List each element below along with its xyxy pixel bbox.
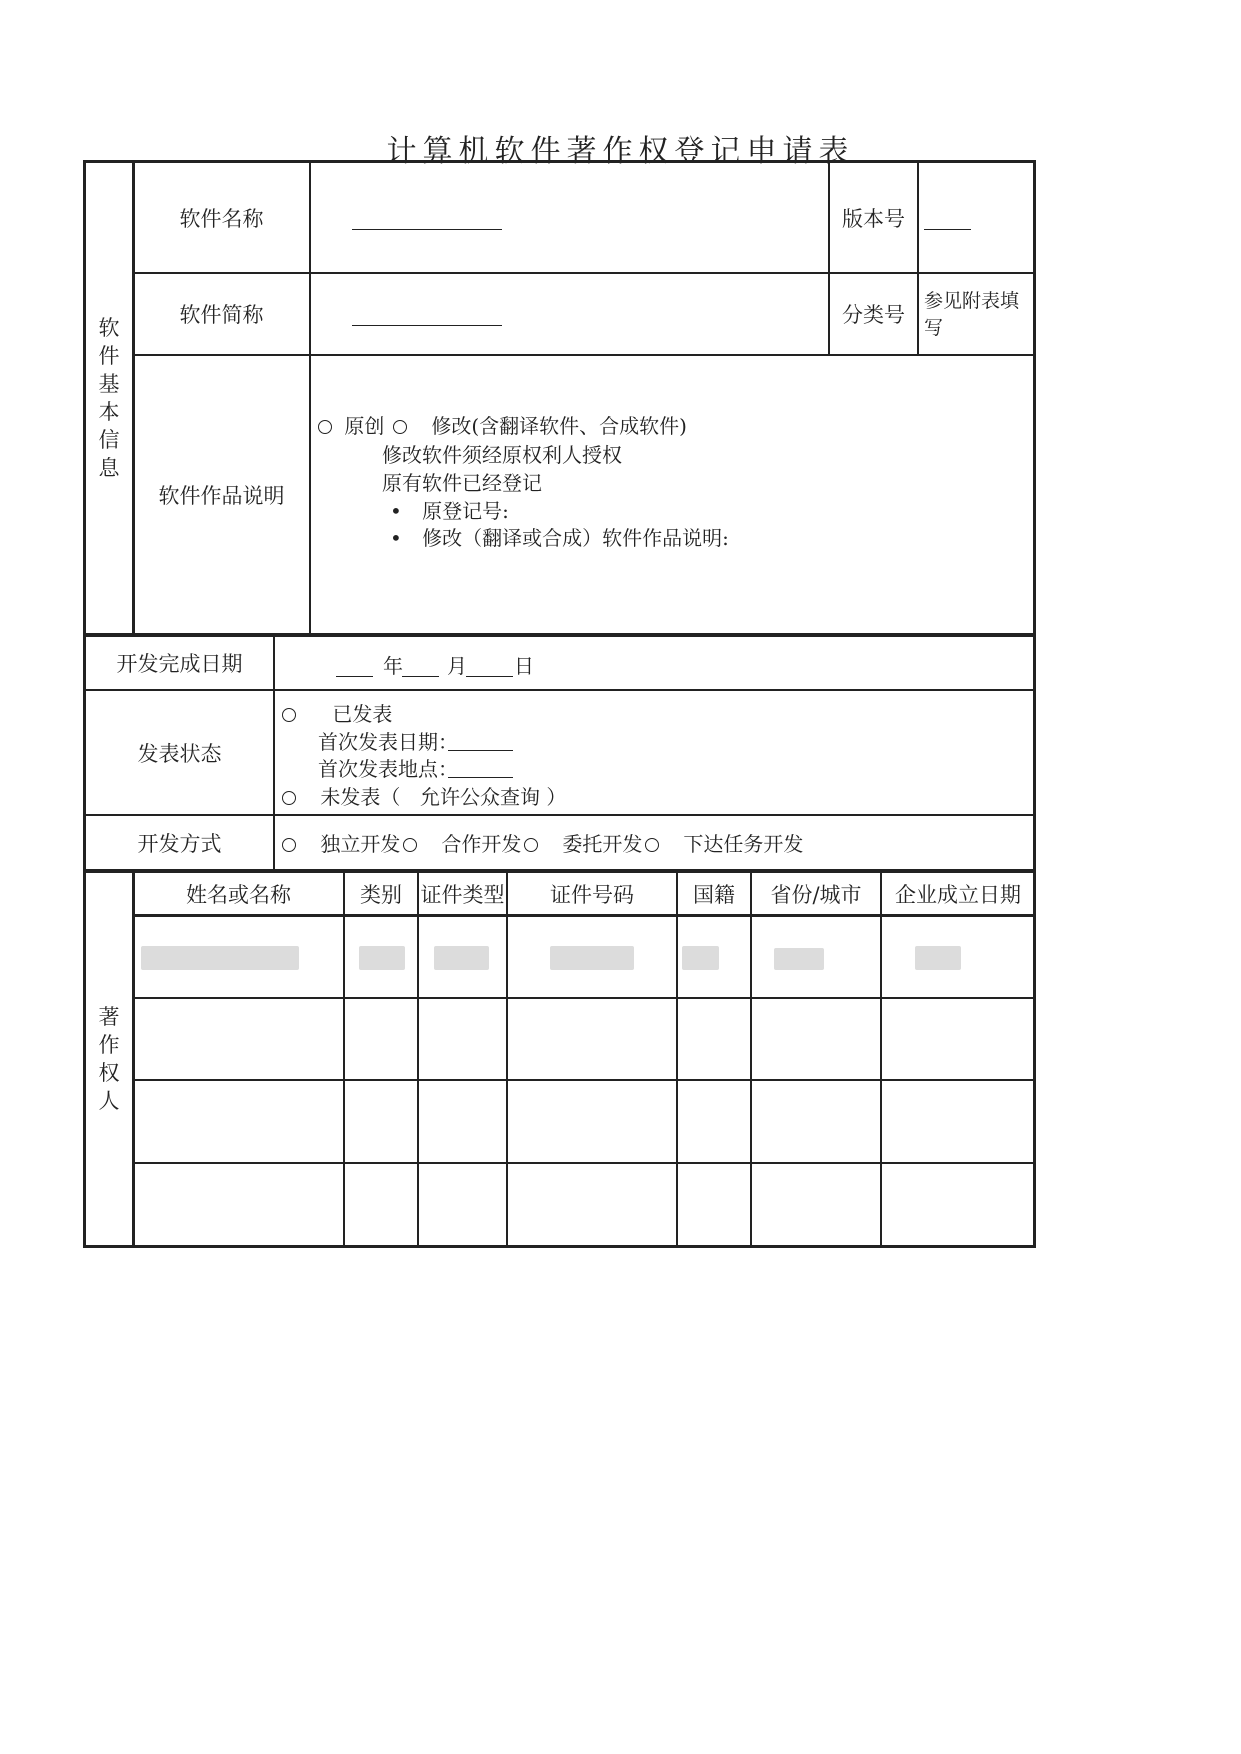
divider [750,870,752,1248]
column-header: 证件类型 [420,882,505,907]
divider [417,870,419,1248]
page-title: 计算机软件著作权登记申请表 [386,134,855,169]
month-input[interactable] [402,676,439,677]
software-name-label: 软件名称 [179,206,264,231]
redacted-established-date [915,946,961,970]
day-label: 日 [514,654,534,678]
divider [309,160,311,636]
redacted-category [359,946,405,970]
registered-line: 原有软件已经登记 [382,471,542,495]
option-original-label: 原创 [344,414,385,438]
divider [676,870,678,1248]
short-name-input[interactable] [352,325,502,326]
dev-option-label: 合作开发 [441,832,522,856]
unpublished-label: 未发表（ [320,785,401,809]
radio-icon[interactable] [403,838,417,852]
dev-option-commissioned[interactable] [524,831,642,857]
divider [132,1079,1036,1081]
first-place-input[interactable] [448,777,513,778]
redacted-id-type [434,946,489,970]
first-place-label: 首次发表地点： [318,757,458,781]
option-modified-label: 修改(含翻译软件、合成软件) [431,414,687,438]
authorized-line: 修改软件须经原权利人授权 [382,443,622,467]
divider [506,870,508,1248]
radio-icon[interactable] [282,708,296,722]
description-label: 软件作品说明 [158,484,285,508]
owner-side-label-cell [86,870,132,1248]
radio-icon[interactable] [645,838,659,852]
radio-icon[interactable] [318,420,332,434]
divider [917,160,919,356]
original-reg-no-item [390,498,509,524]
column-header: 类别 [360,882,402,907]
modified-desc-item [390,525,729,551]
dev-option-label: 委托开发 [562,832,643,856]
category-label: 分类号 [842,303,905,327]
owner-section [83,870,1036,1248]
dev-option-independent[interactable] [282,831,400,857]
redacted-name [141,946,299,970]
dev-method-label: 开发方式 [137,832,222,856]
divider [343,870,345,1248]
published-label: 已发表 [332,702,393,726]
day-input[interactable] [466,676,513,677]
short-name-label: 软件简称 [179,303,264,327]
column-header: 证件号码 [550,882,634,907]
year-input[interactable] [336,676,373,677]
category-value: 参见附表填写 [924,290,1020,339]
owner-side-label: 著作权人 [98,1005,120,1113]
radio-icon[interactable] [393,420,407,434]
option-unpublished[interactable] [282,784,400,810]
basic-info-side-label: 软件基本信息 [98,316,120,480]
month-label: 月 [447,654,467,678]
option-published[interactable] [282,701,392,727]
dev-option-assigned[interactable] [645,831,803,857]
first-date-input[interactable] [448,750,513,751]
software-name-input[interactable] [352,229,502,230]
dev-option-label: 独立开发 [320,832,401,856]
year-label: 年 [383,654,403,678]
divider [132,914,1036,917]
divider [273,634,275,872]
divider [132,997,1036,999]
original-reg-no-label: 原登记号: [422,499,509,523]
column-header: 姓名或名称 [186,882,291,907]
option-modified[interactable] [393,413,687,439]
radio-icon[interactable] [282,838,296,852]
radio-icon[interactable] [282,791,296,805]
public-query-label: 允许公众查询 ） [420,785,567,809]
column-header: 省份/城市 [770,882,862,907]
dev-option-cooperative[interactable] [403,831,521,857]
option-original[interactable] [318,413,384,439]
first-date-label: 首次发表日期： [318,730,458,754]
basic-info-side-label-cell [86,160,132,636]
divider [880,870,882,1248]
divider [132,1162,1036,1164]
redacted-city [774,948,824,970]
dev-option-label: 下达任务开发 [683,832,804,856]
modified-desc-label: 修改（翻译或合成）软件作品说明: [422,526,729,550]
publish-status-label: 发表状态 [137,741,222,766]
bullet-icon: • [390,499,402,523]
radio-icon[interactable] [524,838,538,852]
column-header: 国籍 [693,882,735,907]
completion-date-label: 开发完成日期 [116,652,243,676]
bullet-icon: • [390,526,402,550]
redacted-nationality [682,946,719,970]
version-label: 版本号 [842,206,905,231]
column-header: 企业成立日期 [895,882,1021,907]
version-input[interactable] [924,229,971,230]
divider [132,870,135,1248]
redacted-id-number [550,946,634,970]
